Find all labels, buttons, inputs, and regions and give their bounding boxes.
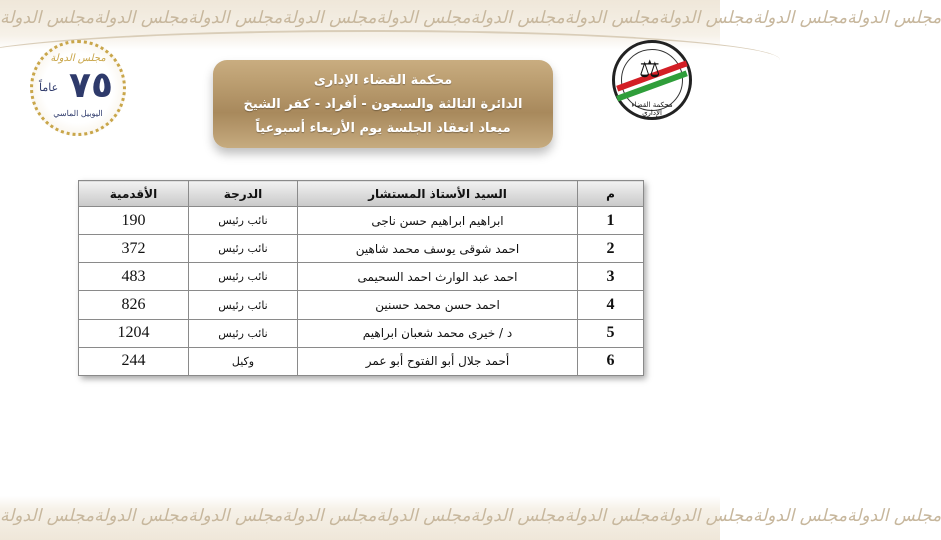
judges-table [78, 180, 644, 376]
cell-name: ابراهيم ابراهيم حسن ناجى [298, 207, 578, 235]
watermark-text: مجلس الدولة [658, 8, 753, 28]
watermark-text: مجلس الدولة [658, 506, 753, 526]
watermark-text: مجلس الدولة [0, 506, 95, 526]
cell-grade: نائب رئيس [189, 263, 298, 291]
badge-sub-text: عاماً [39, 81, 59, 94]
cell-name: احمد حسن محمد حسنين [298, 291, 578, 319]
watermark-text: مجلس الدولة [94, 8, 189, 28]
table-row [79, 207, 644, 235]
table-row [79, 347, 644, 375]
cell-name: احمد عبد الوارث احمد السحيمى [298, 263, 578, 291]
court-name: محكمة القضاء الإدارى [313, 73, 453, 88]
table-row [79, 319, 644, 347]
watermark-text: مجلس الدولة [470, 8, 565, 28]
table-header-row [79, 181, 644, 207]
judges-table-container [78, 180, 643, 376]
cell-num: 2 [578, 235, 644, 263]
cell-seniority: 483 [79, 263, 189, 291]
top-decorative-band [0, 0, 941, 50]
watermark-text: مجلس الدولة [564, 8, 659, 28]
cell-seniority: 372 [79, 235, 189, 263]
badge-number: ٧٥ [69, 65, 113, 106]
watermark-text: مجلس الدولة [753, 8, 848, 28]
cell-num: 1 [578, 207, 644, 235]
watermark-text: مجلس الدولة [188, 8, 283, 28]
watermark-text: مجلس الدولة [470, 506, 565, 526]
watermark-text: مجلس الدولة [376, 8, 471, 28]
cell-name: أحمد جلال أبو الفتوح أبو عمر [298, 347, 578, 375]
cell-name: د / خيرى محمد شعبان ابراهيم [298, 319, 578, 347]
court-logo [612, 40, 692, 120]
logo-text: محكمة القضاء الإداري [631, 101, 673, 117]
circuit-name: الدائرة الثالثة والسبعون - أفراد - كفر الشيخ [243, 97, 523, 112]
table-row [79, 263, 644, 291]
cell-grade: نائب رئيس [189, 319, 298, 347]
col-header-num: م [578, 181, 644, 207]
col-header-seniority: الأقدمية [79, 181, 189, 207]
table-row [79, 291, 644, 319]
watermark-text: مجلس الدولة [847, 506, 941, 526]
table-row [79, 235, 644, 263]
watermark-text: مجلس الدولة [753, 506, 848, 526]
title-card [213, 60, 553, 148]
watermark-text: مجلس الدولة [376, 506, 471, 526]
cell-seniority: 1204 [79, 319, 189, 347]
cell-num: 5 [578, 319, 644, 347]
jubilee-badge [30, 40, 126, 136]
bottom-decorative-band [0, 496, 941, 540]
badge-top-text: مجلس الدولة [50, 53, 106, 64]
watermark-text: مجلس الدولة [847, 8, 941, 28]
cell-grade: وكيل [189, 347, 298, 375]
watermark-text: مجلس الدولة [282, 506, 377, 526]
cell-name: احمد شوقى يوسف محمد شاهين [298, 235, 578, 263]
col-header-grade: الدرجة [189, 181, 298, 207]
cell-seniority: 190 [79, 207, 189, 235]
watermark-text: مجلس الدولة [282, 8, 377, 28]
cell-grade: نائب رئيس [189, 291, 298, 319]
badge-bottom-text: اليوبيل الماسي [53, 109, 103, 118]
col-header-name: السيد الأستاذ المستشار [298, 181, 578, 207]
watermark-text: مجلس الدولة [0, 8, 95, 28]
cell-num: 3 [578, 263, 644, 291]
bottom-watermark-row [0, 506, 941, 526]
cell-seniority: 826 [79, 291, 189, 319]
scales-of-justice-icon: ⚖ [639, 55, 661, 83]
top-watermark-row [0, 8, 941, 28]
cell-seniority: 244 [79, 347, 189, 375]
cell-num: 4 [578, 291, 644, 319]
session-schedule: ميعاد انعقاد الجلسة يوم الأربعاء أسبوعياً [255, 121, 511, 136]
watermark-text: مجلس الدولة [564, 506, 659, 526]
cell-grade: نائب رئيس [189, 207, 298, 235]
cell-grade: نائب رئيس [189, 235, 298, 263]
watermark-text: مجلس الدولة [188, 506, 283, 526]
watermark-text: مجلس الدولة [94, 506, 189, 526]
cell-num: 6 [578, 347, 644, 375]
